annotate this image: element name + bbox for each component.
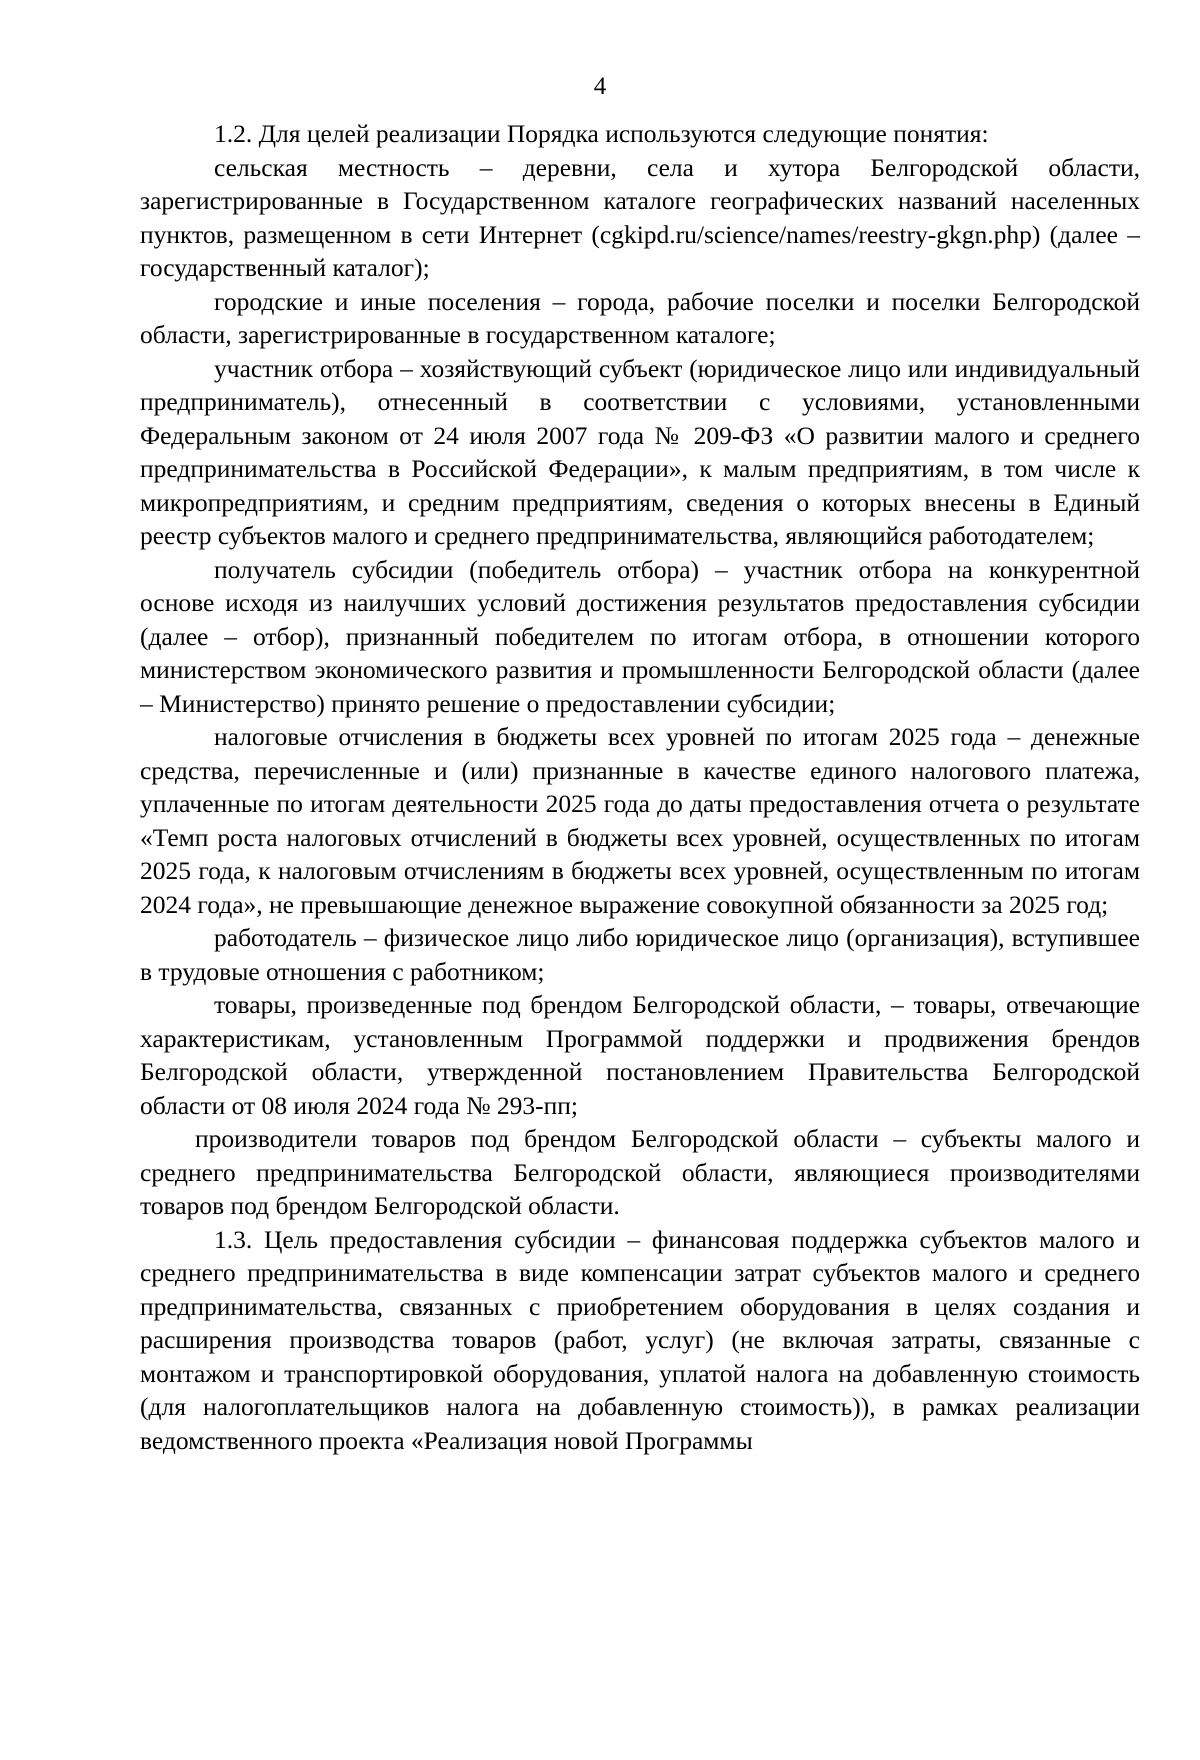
definition-subsidy-recipient: получатель субсидии (победитель отбора) – участник отбора на конкурентной основе исходя из наилучших условий достижения результатов предоставления субсидии (далее – отбор), признанный победителем по итогам отбора, в отношении которого министерством экономического развития и промышленности Белгородской области (далее – Министерство) принято решение о предоставлении субсидии; [140, 554, 1140, 718]
page-number: 4 [593, 73, 607, 100]
paragraph-1-2-heading: 1.2. Для целей реализации Порядка используются следующие понятия: [214, 119, 989, 148]
definition-urban-settlements: городские и иные поселения – города, рабочие поселки и поселки Белгородской области, зарегистрированные в государственном каталоге; [140, 286, 1140, 349]
document-body [140, 117, 1140, 1457]
definition-rural-area: сельская местность – деревни, села и хутора Белгородской области, зарегистрированные в Государственном каталоге географических названий населенных пунктов, размещенном в сети Интернет (cgkipd.ru/science/names/reestry-gkgn.php) (далее – государственный каталог); [140, 152, 1140, 282]
definition-employer: работодатель – физическое лицо либо юридическое лицо (организация), вступившее в трудовые отношения с работником; [140, 923, 1140, 986]
definition-brand-goods: товары, произведенные под брендом Белгородской области, – товары, отвечающие характеристикам, установленным Программой поддержки и продвижения брендов Белгородской области, утвержденной постановлением Правительства Белгородской области от 08 июля 2024 года № 293-пп; [140, 990, 1140, 1120]
definition-selection-participant: участник отбора – хозяйствующий субъект (юридическое лицо или индивидуальный предприниматель), отнесенный в соответствии с условиями, установленными Федеральным законом от 24 июля 2007 года № 209-ФЗ «О развитии малого и среднего предпринимательства в Российской Федерации», к малым предприятиям, в том числе к микропредприятиям, и средним предприятиям, сведения о которых внесены в Единый реестр субъектов малого и среднего предпринимательства, являющийся работодателем; [140, 353, 1140, 550]
paragraph-1-3-subsidy-goal: 1.3. Цель предоставления субсидии – финансовая поддержка субъектов малого и среднего предпринимательства в виде компенсации затрат субъектов малого и среднего предпринимательства, связанных с приобретением оборудования в целях создания и расширения производства товаров (работ, услуг) (не включая затраты, связанные с монтажом и транспортировкой оборудования, уплатой налога на добавленную стоимость (для налогоплательщиков налога на добавленную стоимость)), в рамках реализации ведомственного проекта «Реализация новой Программы [140, 1224, 1140, 1455]
definition-brand-producers: производители товаров под брендом Белгородской области – субъекты малого и среднего предпринимательства Белгородской области, являющиеся производителями товаров под брендом Белгородской области. [140, 1124, 1140, 1220]
definition-tax-deductions: налоговые отчисления в бюджеты всех уровней по итогам 2025 года – денежные средства, перечисленные и (или) признанные в качестве единого налогового платежа, уплаченные по итогам деятельности 2025 года до даты предоставления отчета о результате «Темп роста налоговых отчислений в бюджеты всех уровней, осуществленных по итогам 2025 года, к налоговым отчислениям в бюджеты всех уровней, осуществленным по итогам 2024 года», не превышающие денежное выражение совокупной обязанности за 2025 год; [140, 722, 1140, 919]
